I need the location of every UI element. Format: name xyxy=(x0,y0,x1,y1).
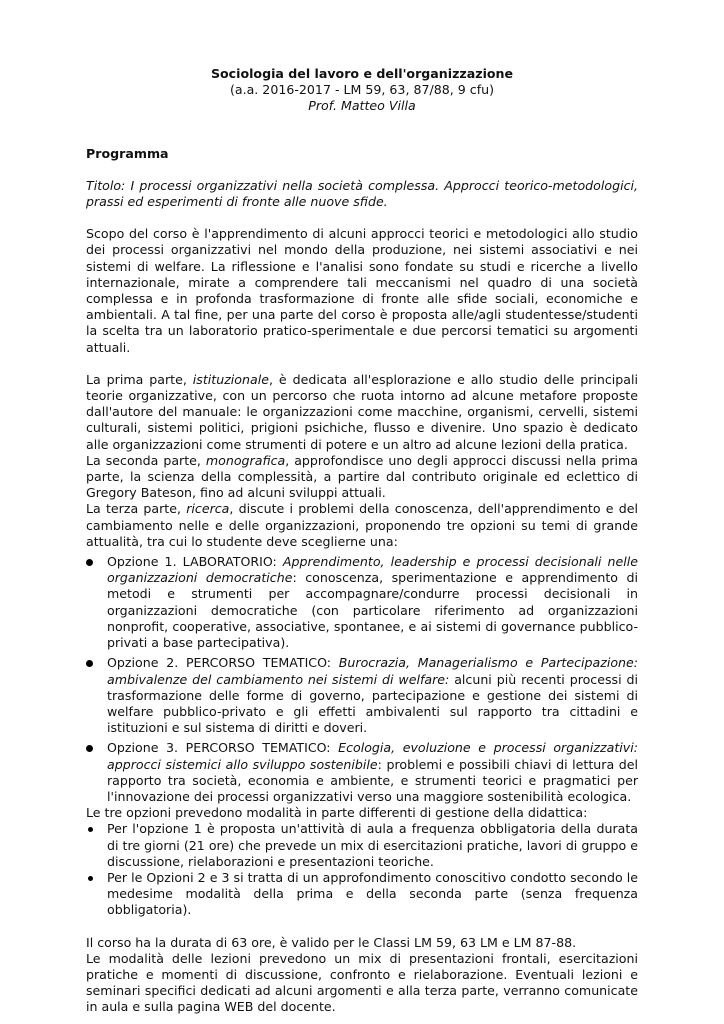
option-item: Opzione 1. LABORATORIO: Apprendimento, leadership e processi decisionali nelle organizzazioni democratiche: conoscenza, sperimentazione e apprendimento di metodi e strumenti per accompagnare/condurre processi decisionali in organizzazioni democratiche (con particolare riferimento ad organizzazioni nonprofit, cooperative, associative, spontanee, e ai sistemi di governance pubblico-privati a base partecipativa). xyxy=(86,554,638,651)
list-item: Per l'opzione 1 è proposta un'attività di aula a frequenza obbligatoria della durata di tre giorni (21 ore) che prevede un mix di esercitazioni pratiche, lavori di gruppo e discussione, rielaborazioni e presentazioni teoriche. xyxy=(86,821,638,870)
section-heading: Programma xyxy=(86,145,169,161)
course-info: (a.a. 2016-2017 - LM 59, 63, 87/88, 9 cfu) xyxy=(229,82,495,98)
programme-title: Titolo: I processi organizzativi nella società complessa. Approcci teorico-metodologici, prassi ed esperimenti di fronte alle nuove sfide. xyxy=(86,177,638,210)
professor-name: Prof. Matteo Villa xyxy=(308,98,416,114)
first-part-paragraph: La prima parte, istituzionale, è dedicata all'esplorazione e allo studio delle principali teorie organizzative, con un percorso che ruota intorno ad alcune metafore proposte dall'autore del manuale: le organizzazioni come macchine, organismi, cervelli, sistemi culturali, sistemi politici, prigioni psichiche, flusso e divenire. Uno spazio è dedicato alle organizzazioni come strumenti di potere e un altro ad alcune lezioni della pratica. xyxy=(86,371,638,452)
list-item: Per le Opzioni 2 e 3 si tratta di un approfondimento conoscitivo condotto secondo le medesime modalità della prima e della seconda parte (senza frequenza obbligatoria). xyxy=(86,870,638,919)
option-item: Opzione 3. PERCORSO TEMATICO: Ecologia, evoluzione e processi organizzativi: approcci sistemici allo sviluppo sostenibile: problemi e possibili chiavi di lettura del rapporto tra società, economia e ambiente, e strumenti teorici e pragmatici per l'innovazione dei processi organizzativi verso una maggiore sostenibilità ecologica. xyxy=(86,740,638,805)
course-scope-paragraph: Scopo del corso è l'apprendimento di alcuni approcci teorici e metodologici allo studio dei processi organizzativi nel mondo della produzione, nei sistemi associativi e nei sistemi di welfare. La riflessione e l'analisi sono fondate su studi e ricerche a livello internazionale, mirate a comprendere tali meccanismi nel quadro di una società complessa e in profonda trasformazione di fronte alle sfide sociali, economiche e ambientali. A tal fine, per una parte del corso è proposta alle/agli studentesse/studenti la scelta tra un laboratorio pratico-sperimentale e due percorsi tematici su argomenti attuali. xyxy=(86,226,638,355)
modalita-list xyxy=(86,821,638,918)
bullet-icon xyxy=(88,827,93,832)
options-list xyxy=(86,554,638,805)
duration-paragraph: Il corso ha la durata di 63 ore, è valido per le Classi LM 59, 63 LM e LM 87-88. xyxy=(86,934,577,950)
document-header xyxy=(86,66,638,115)
modalita-intro: Le tre opzioni prevedono modalità in parte differenti di gestione della didattica: xyxy=(86,805,588,821)
bullet-icon xyxy=(86,745,93,752)
second-part-paragraph: La seconda parte, monografica, approfondisce uno degli approcci discussi nella prima parte, la scienza della complessità, a partire dal contributo originale ed eclettico di Gregory Bateson, fino ad alcuni sviluppi attuali. xyxy=(86,452,638,501)
bullet-icon xyxy=(86,660,93,667)
document-page xyxy=(86,66,638,1016)
bullet-icon xyxy=(88,876,93,881)
bullet-icon xyxy=(86,559,93,566)
option-item: Opzione 2. PERCORSO TEMATICO: Burocrazia, Managerialismo e Partecipazione: ambivalenze del cambiamento nei sistemi di welfare: alcuni più recenti processi di trasformazione delle forme di governo, partecipazione e gestione dei sistemi di welfare pubblico-privato e gli effetti ambivalenti sul rapporto tra cittadini e istituzioni e sul sistema di diritti e doveri. xyxy=(86,655,638,736)
third-part-paragraph: La terza parte, ricerca, discute i problemi della conoscenza, dell'apprendimento e del cambiamento nelle e delle organizzazioni, proponendo tre opzioni su temi di grande attualità, tra cui lo studente deve sceglierne una: xyxy=(86,501,639,549)
lessons-paragraph: Le modalità delle lezioni prevedono un mix di presentazioni frontali, esercitazioni pratiche e momenti di discussione, confronto e rielaborazione. Eventuali lezioni e seminari specifici dedicati ad alcuni argomenti e alla terza parte, verranno comunicate in aula e sulla pagina WEB del docente. xyxy=(86,950,638,1015)
course-title: Sociologia del lavoro e dell'organizzazione xyxy=(210,66,514,81)
